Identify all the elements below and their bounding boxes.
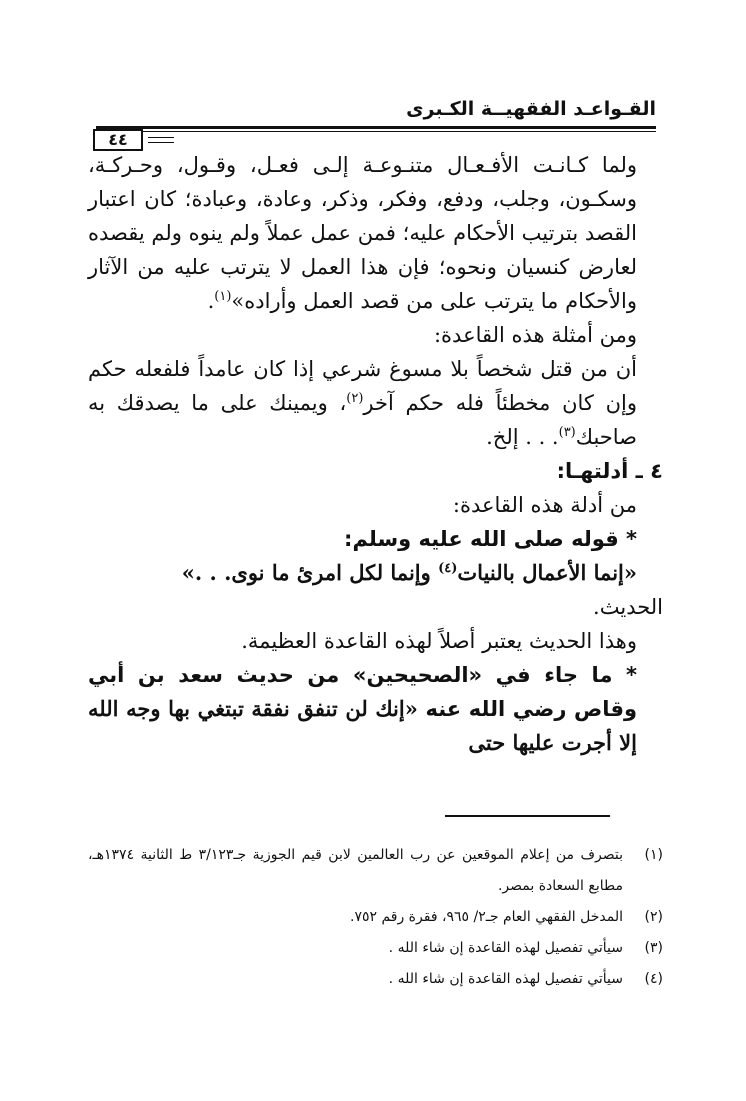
footnote-text: سيأتي تفصيل لهذه القاعدة إن شاء الله . bbox=[388, 940, 623, 956]
paragraph-text: ولما كـانـت الأفـعـال متنـوعـة إلـى فعـل، وقـول، وحـركـة، وسكـون، وجلب، ودفع، وفكر، وذكر، وعادة، وعبادة؛ كان اعتبار القصد بترتيب الأحكام عليه؛ فمن عمل عملاً ولم ينوه ولم يقصده لعارض كنسيان ونحوه؛ فإن هذا العمل لا يترتب عليه من الآثار والأحكام ما يترتب على من قصد العمل وأراده» bbox=[88, 153, 637, 313]
evidence-intro: من أدلة هذه القاعدة: bbox=[452, 493, 637, 517]
hadith-label: الحديث. bbox=[593, 595, 663, 619]
paragraph-hadith-basis: وهذا الحديث يعتبر أصلاً لهذه القاعدة العظيمة. bbox=[241, 629, 637, 653]
running-header-title: القـواعـد الفقهيــة الكـبرى bbox=[406, 98, 656, 120]
paragraph-sahihayn bbox=[88, 658, 663, 760]
footnote-text: بتصرف من إعلام الموقعين عن رب العالمين لابن قيم الجوزية جـ٣/١٢٣ ط الثانية ١٣٧٤هـ، مطابع السعادة بمصر. bbox=[88, 847, 623, 894]
footnote-number: (٤) bbox=[644, 971, 663, 987]
hadith-quote: «إنك لن تنفق نفقة تبتغي بها وجه الله إلا أجرت عليها حتى bbox=[88, 696, 637, 755]
paragraph-text: ، ويمينك على ما يصدقك به صاحبك bbox=[88, 391, 637, 449]
hadith-text bbox=[88, 556, 663, 590]
footnote-ref: (٢) bbox=[346, 391, 364, 406]
hadith-quote: «إنما الأعمال بالنيات bbox=[457, 560, 637, 585]
footnote bbox=[88, 902, 663, 933]
footnote-ref: (٤) bbox=[438, 561, 458, 576]
footnote-text: سيأتي تفصيل لهذه القاعدة إن شاء الله . bbox=[388, 971, 623, 987]
examples-intro: ومن أمثلة هذه القاعدة: bbox=[433, 323, 637, 347]
footnote bbox=[88, 840, 663, 902]
hadith-quote: وإنما لكل امرئ ما نوى. . .» bbox=[181, 560, 439, 585]
footnote-number: (٣) bbox=[644, 940, 663, 956]
footnotes bbox=[88, 840, 663, 995]
footnote-ref: (١) bbox=[214, 289, 232, 304]
footnote-ref: (٣) bbox=[558, 425, 576, 440]
section-heading: ٤ ـ أدلتهـا: bbox=[556, 459, 663, 483]
hadith-intro: * قوله صلى الله عليه وسلم: bbox=[344, 527, 637, 551]
page-number: ٤٤ bbox=[93, 129, 143, 151]
header-rule bbox=[96, 126, 656, 129]
footnote-number: (١) bbox=[644, 847, 663, 863]
footnote-number: (٢) bbox=[644, 909, 663, 925]
paragraph-text: . . . إلخ. bbox=[486, 425, 559, 449]
body-text bbox=[88, 148, 663, 760]
footnote bbox=[88, 933, 663, 964]
paragraph-text: أن من قتل شخصاً بلا مسوغ شرعي إذا كان عامداً فلفعله حكم وإن كان مخطئاً فله حكم آخر bbox=[88, 357, 637, 415]
header-rule-thin bbox=[96, 131, 656, 132]
paragraph-intentions: ولما كـانـت الأفـعـال متنـوعـة إلـى فعـل، وقـول، وحـركـة، وسكـون، وجلب، ودفع، وفكر، وذكر، وعادة، وعبادة؛ كان اعتبار القصد بترتيب الأحكام عليه؛ فمن عمل عملاً ولم ينوه ولم يقصده لعارض كنسيان ونحوه؛ فإن هذا العمل لا يترتب عليه من الآثار والأحكام ما يترتب على من قصد العمل وأراده»$^{(١)}$. bbox=[88, 153, 637, 313]
paragraph-text: * ما جاء في «الصحيحين» من حديث سعد بن أبي وقاص رضي الله عنه bbox=[88, 663, 637, 721]
paragraph-examples bbox=[88, 352, 663, 454]
footnote-separator bbox=[445, 815, 610, 817]
footnote-text: المدخل الفقهي العام جـ٢/ ٩٦٥، فقرة رقم ٧٥٢. bbox=[349, 909, 623, 925]
footnote bbox=[88, 964, 663, 995]
page-number-ornament bbox=[148, 137, 174, 147]
